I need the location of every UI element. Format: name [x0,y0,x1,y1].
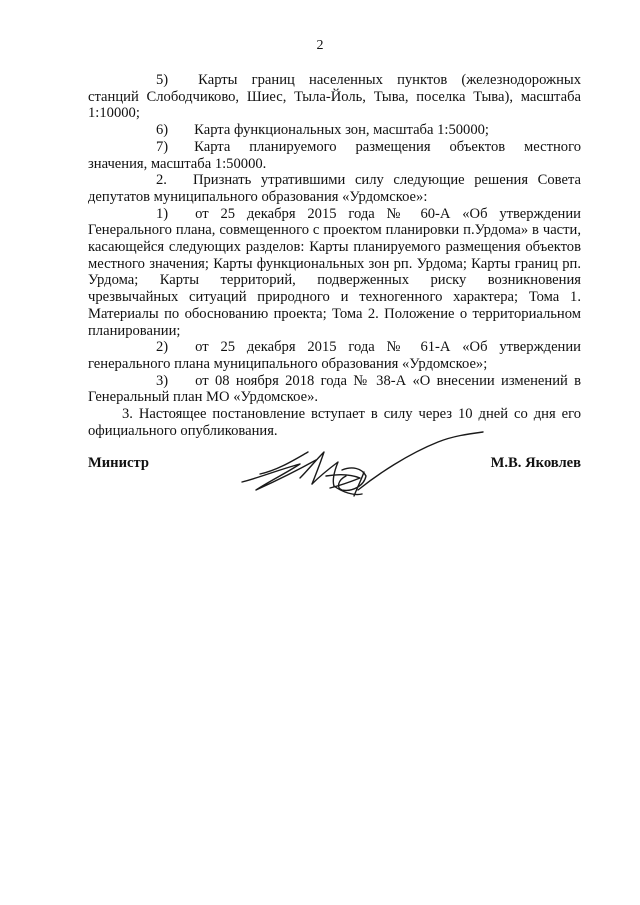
sub-item-number: 1) [156,205,169,222]
sub-item-number: 2) [156,339,169,356]
list-item-7 [88,139,581,172]
handwritten-signature [238,430,488,510]
sub-item-3 [88,373,581,406]
sub-item-number: 3) [156,372,169,389]
sub-item-text: от 25 декабря 2015 года № 60-А «Об утверждении Генерального плана, совмещенного с проектом планировки п.Урдома» в части, касающейся следующих разделов: Карты планируемого размещения объектов местного значения; Карты функциональных зон рп. Урдома; Карты границ рп. Урдома; Карты территорий, подверженных риску возникновения чрезвычайных ситуаций природного и техногенного характера; Тома 1. Материалы по обоснованию проекта; Тома 2. Положение о территориальном планировании; [88,205,581,339]
sub-item-text: от 25 декабря 2015 года № 61-А «Об утверждении генерального плана муниципального образования «Урдомское»; [88,339,581,372]
list-item-6 [88,122,581,139]
list-item-number: 5) [156,72,169,88]
sub-item-text: от 08 ноября 2018 года № 38-А «О внесении изменений в Генеральный план МО «Урдомское». [88,372,581,406]
paragraph-text: Признать утратившими силу следующие решения Совета депутатов муниципального образования «Урдомское»: [88,172,581,205]
sub-item-1 [88,206,581,340]
signer-name: М.В. Яковлев [490,455,581,471]
signer-title: Министр [88,455,149,471]
list-item-number: 7) [156,138,169,155]
list-item-number: 6) [156,122,169,139]
paragraph-number: 2. [156,172,167,189]
document-body [88,72,581,439]
page-number: 2 [316,38,324,53]
list-item-text: Карты границ населенных пунктов (железнодорожных станций Слободчиково, Шиес, Тыла-Йоль, Тыва, поселка Тыва), масштаба 1:10000; [88,72,581,122]
sub-item-2 [88,339,581,372]
paragraph-2 [88,172,581,205]
list-item-5 [88,72,581,122]
paragraph-3: 3. Настоящее постановление вступает в силу через 10 дней со дня его официального опубликования. [88,406,581,439]
list-item-text: Карта планируемого размещения объектов местного значения, масштаба 1:50000. [88,138,581,172]
list-item-text: Карта функциональных зон, масштаба 1:50000; [194,122,489,139]
